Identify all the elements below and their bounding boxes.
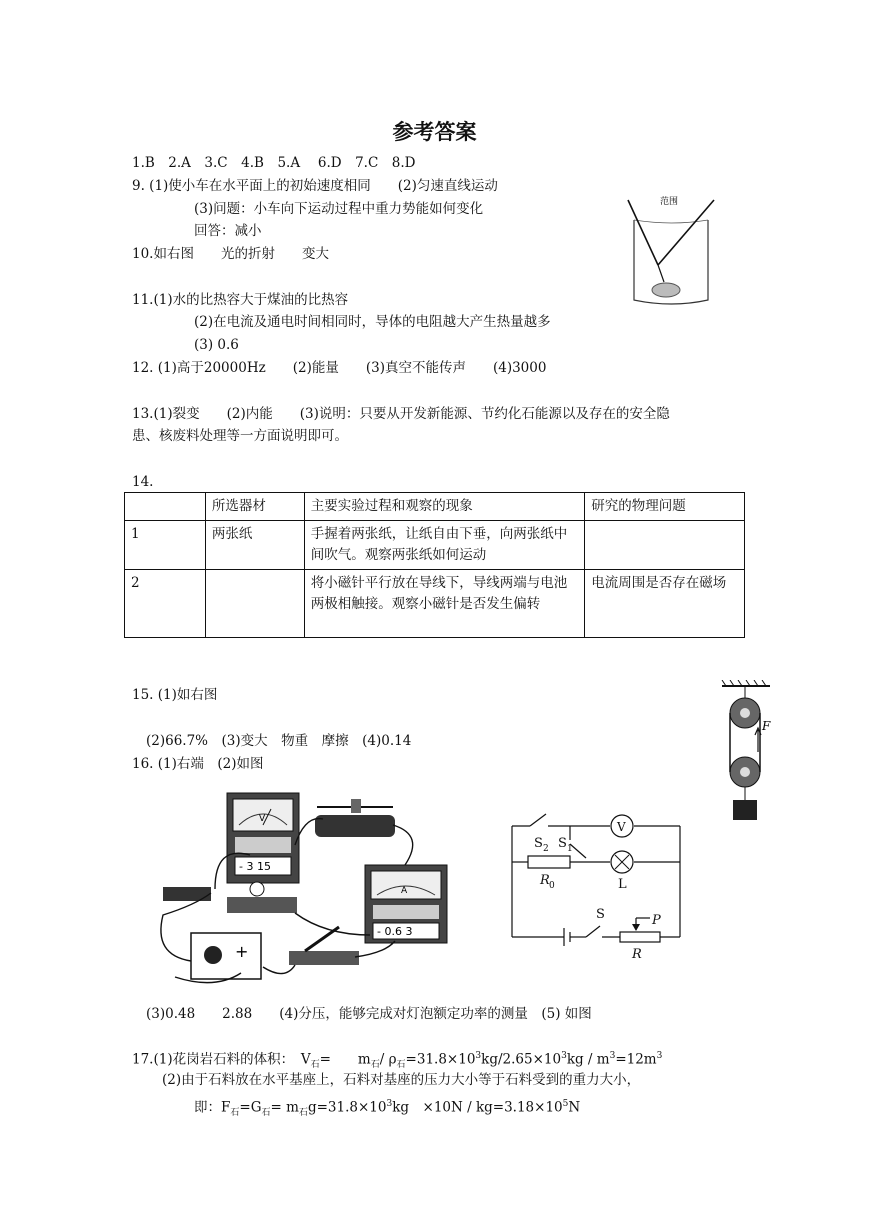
answer-15-a: 15. (1)如右图: [132, 687, 218, 703]
resistor-r0-sub: 0: [549, 881, 555, 891]
eq-part: = m: [270, 1099, 299, 1116]
table-row: [125, 521, 745, 570]
rheostat-r-label: R: [632, 947, 642, 962]
superscript: 5: [562, 1099, 569, 1109]
eq-part: kg/2.65×10: [481, 1051, 562, 1068]
subscript: 石: [396, 1060, 406, 1071]
voltmeter-symbol-label: V: [617, 820, 626, 834]
answer-12: 12. (1)高于20000Hz (2)能量 (3)真空不能传声 (4)3000: [132, 360, 547, 376]
switch-s1-sub: 1: [567, 844, 573, 854]
answer-1-8: 1.B 2.A 3.C 4.B 5.A 6.D 7.C 8.D: [132, 155, 416, 171]
page-title: 参考答案: [392, 120, 477, 144]
answer-17-b: (2)由于石料放在水平基座上，石料对基座的压力大小等于石料受到的重力大小，: [162, 1072, 641, 1088]
voltmeter-scale: - 3 15: [239, 860, 271, 873]
switch-base: [289, 951, 359, 965]
answer-16-a: 16. (1)右端 (2)如图: [132, 756, 264, 772]
lamp: [250, 882, 264, 896]
eq-part: =G: [239, 1099, 262, 1116]
switch-s-label: S: [596, 907, 605, 922]
table-cell: 1: [125, 521, 206, 570]
answer-16-b: (3)0.48 2.88 (4)分压，能够完成对灯泡额定功率的测量 (5) 如图: [146, 1006, 592, 1022]
eq-part: =12m: [615, 1051, 657, 1068]
answer-14-label: 14.: [132, 474, 154, 490]
eq-part: g=31.8×10: [307, 1099, 387, 1116]
eq-part: / ρ: [379, 1051, 397, 1068]
answer-11-a: 11.(1)水的比热容大于煤油的比热容: [132, 292, 349, 308]
subscript: 石: [298, 1108, 308, 1119]
superscript: 3: [386, 1099, 393, 1109]
eq-part: = m: [319, 1051, 371, 1068]
subscript: 石: [370, 1060, 380, 1071]
eq-part: N: [568, 1099, 581, 1116]
subscript: 石: [310, 1060, 320, 1071]
eq-part: kg / m: [566, 1051, 610, 1068]
table-cell: [205, 570, 304, 638]
battery-box: [191, 933, 261, 979]
answer-13-b: 患、核废料处理等一方面说明即可。: [132, 428, 348, 444]
resistor-block: [163, 887, 211, 901]
answer-11-c: (3) 0.6: [194, 337, 239, 353]
answer-14-table: [124, 492, 745, 638]
table-cell: 电流周围是否存在磁场: [585, 570, 745, 638]
pulley-figure: [718, 680, 778, 825]
voltmeter: [227, 793, 299, 883]
switch-s2-sub: 2: [543, 844, 549, 854]
ammeter-scale: - 0.6 3: [377, 925, 413, 938]
force-label: F: [762, 719, 771, 733]
ammeter-label: A: [401, 886, 408, 896]
superscript: 3: [609, 1051, 616, 1061]
superscript: 3: [475, 1051, 482, 1061]
table-cell: [125, 493, 206, 521]
table-cell: 研究的物理问题: [585, 493, 745, 521]
table-cell: 所选器材: [205, 493, 304, 521]
table-cell: 2: [125, 570, 206, 638]
physical-circuit-figure: [155, 785, 465, 995]
switch-s1-label: S: [558, 836, 567, 851]
refraction-figure: [620, 190, 720, 310]
table-cell: 两张纸: [205, 521, 304, 570]
ammeter: [365, 865, 447, 943]
answer-17-c-text: 即：F: [194, 1099, 231, 1116]
answer-17-a-text: 17.(1)花岗岩石料的体积： V: [132, 1051, 311, 1068]
answer-11-b: (2)在电流及通电时间相同时，导体的电阻越大产生热量越多: [194, 314, 551, 330]
table-header-row: [125, 493, 745, 521]
table-cell: 主要实验过程和观察的现象: [304, 493, 585, 521]
switch-s2-label: S: [534, 836, 543, 851]
subscript: 石: [261, 1108, 271, 1119]
lamp-label: L: [618, 877, 627, 892]
answer-9-c: 回答：减小: [194, 223, 262, 239]
slider-p-label: P: [652, 913, 661, 928]
eq-part: kg ×10N / kg=3.18×10: [392, 1099, 563, 1116]
table-cell: 将小磁针平行放在导线下，导线两端与电池两极相触接。观察小磁针是否发生偏转: [304, 570, 585, 638]
table-cell: [585, 521, 745, 570]
answer-9-a: 9. (1)使小车在水平面上的初始速度相同 (2)匀速直线运动: [132, 178, 498, 194]
range-label: 范围: [660, 197, 679, 207]
superscript: 3: [561, 1051, 567, 1061]
svg-text:+: +: [235, 942, 249, 961]
answer-15-b: (2)66.7% (3)变大 物重 摩擦 (4)0.14: [146, 733, 412, 749]
table-cell: 手握着两张纸，让纸自由下垂，向两张纸中间吹气。观察两张纸如何运动: [304, 521, 585, 570]
answer-13-a: 13.(1)裂变 (2)内能 (3)说明：只要从开发新能源、节约化石能源以及存在的安全隐: [132, 406, 670, 422]
resistor-r0-label: R: [540, 873, 550, 888]
superscript: 3: [656, 1051, 663, 1061]
rheostat: [315, 799, 395, 837]
voltmeter-label: V: [259, 814, 266, 824]
subscript: 石: [230, 1108, 240, 1119]
table-row: [125, 570, 745, 638]
answer-17-c: [194, 1095, 580, 1122]
circuit-schematic: [500, 800, 700, 970]
eq-part: =31.8×10: [405, 1051, 476, 1068]
answer-9-b: (3)问题：小车向下运动过程中重力势能如何变化: [194, 201, 484, 217]
lamp-base: [227, 897, 297, 913]
answer-10: 10.如右图 光的折射 变大: [132, 246, 329, 262]
